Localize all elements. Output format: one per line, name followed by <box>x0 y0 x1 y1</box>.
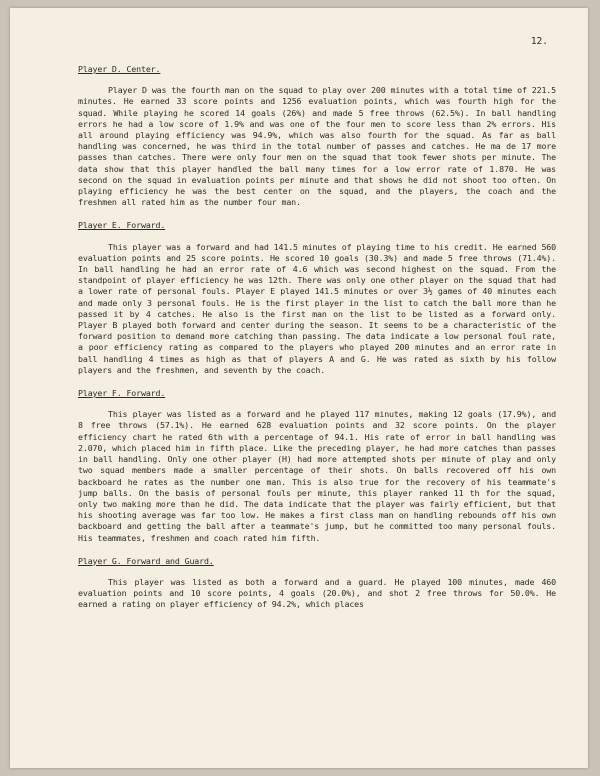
section-heading: Player E. Forward. <box>78 220 166 231</box>
section-heading: Player G. Forward and Guard. <box>78 555 214 566</box>
section-paragraph: This player was listed as a forward and he played 117 minutes, making 12 goals (17.9%), and 8 free throws (57.1%). He earned 628 evaluation points and 32 score points. On the player efficiency chart he rated 6th with a percentage of 94.1. His rate of error in ball handling was 2.070, which placed him in fifth place. Like the preceding player, he had more catches than passes in ball handling. Only one other player (H) had more attempted shots per minute of play and only two squad members made a smaller percentage of their shots. On balls recovered off his own backboard he rates as the number one man. This is also true for the recovery of his teammate's jump balls. On the basis of personal fouls per minute, this player ranked 11 th for the squad, only two making more than he did. The data indicate that the player was fairly efficient, but that his shooting average was far too low. He makes a first class man on handling rebounds off his own backboard and getting the ball after a teammate's jump, but he committed too many personal fouls. His teammates, freshmen and coach rated him fifth. <box>78 409 556 543</box>
section-paragraph: Player D was the fourth man on the squad to play over 200 minutes with a total time of 221.5 minutes. He earned 33 score points and 1256 evaluation points, which was fourth high for the squad. While playing he scored 14 goals (26%) and made 5 free throws (62.5%). In ball handling errors he had a low score of 1.9% and was one of the four men to score less than 2% errors. His all around playing efficiency was 94.9%, which was also fourth for the squad. As far as ball handling was concerned, he was third in the total number of passes and catches. He ma de 17 more passes than catches. There were only four men on the squad that took fewer shots per minute. The data show that this player handled the ball many times for a low error rate of 1.870. He was second on the squad in evaluation points per minute and that shows he did not shoot too often. On playing efficiency he was the best center on the squad, and the players, the coach and the freshmen all rated him as the number four man. <box>78 85 556 208</box>
section-heading: Player F. Forward. <box>78 388 166 399</box>
page-number: 12. <box>530 36 548 47</box>
section-paragraph: This player was a forward and had 141.5 minutes of playing time to his credit. He earned 560 evaluation points and 25 score points. He scored 10 goals (30.3%) and made 5 free throws (71.4%). In ball handling he had an error rate of 4.6 which was second highest on the squad. From the standpoint of player efficiency he was 12th. There was only one other player on the squad that had a lower rate of personal fouls. Player E played 141.5 minutes or over 3½ games of 40 minutes each and made only 3 personal fouls. He is the first player in the list to catch the ball more than he passed it by 4 catches. He also is the first man on the list to be listed as a forward only. Player B played both forward and center during the season. It seems to be a characteristic of the forward position to demand more catching than passing. The data indicate a low personal foul rate, a poor efficiency rating as compared to the players who played 200 minutes and an error rate in ball handling 4 times as high as that of players A and G. He was rated as sixth by his follow players and the freshmen, and seventh by the coach. <box>78 241 556 375</box>
section-heading: Player D. Center. <box>78 64 161 74</box>
section-paragraph: This player was listed as both a forward and a guard. He played 100 minutes, made 460 evaluation points and 10 score points, 4 goals (20.0%), and shot 2 free throws for 50.0%. He earned a rating on player efficiency of 94.2%, which places <box>78 576 556 610</box>
section-player-d <box>78 64 556 208</box>
document-body <box>78 64 556 623</box>
section-player-g <box>78 556 556 611</box>
section-player-f <box>78 388 556 544</box>
document-page <box>10 8 588 768</box>
section-player-e <box>78 220 556 376</box>
